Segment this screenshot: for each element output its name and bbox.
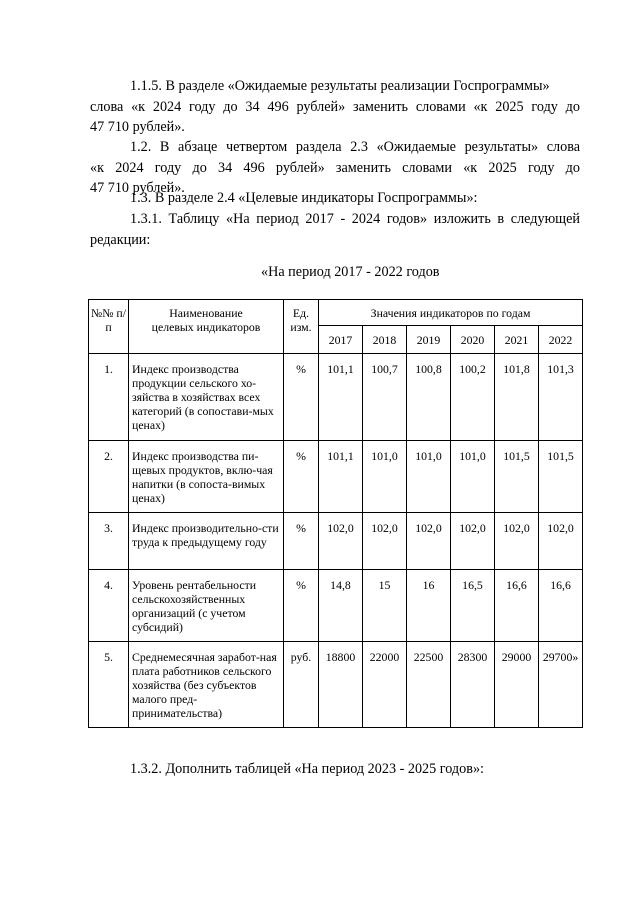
table-row [89, 354, 583, 441]
row-number: 2. [89, 441, 129, 513]
indicator-value: 15 [363, 570, 407, 642]
indicator-unit: % [284, 570, 319, 642]
header-values-group: Значения индикаторов по годам [319, 300, 583, 326]
row-number: 5. [89, 642, 129, 728]
indicator-value: 102,0 [539, 513, 583, 570]
paragraph-1-1-5 [90, 76, 580, 138]
indicator-value: 101,0 [363, 441, 407, 513]
indicator-name: Уровень рентабельности сельскохозяйственных организаций (с учетом субсидий) [129, 570, 284, 642]
indicator-unit: % [284, 354, 319, 441]
indicator-value: 102,0 [407, 513, 451, 570]
indicator-value: 16,6 [539, 570, 583, 642]
paragraph-line: 1.1.5. В разделе «Ожидаемые результаты реализации Госпрограммы» [130, 78, 550, 94]
indicator-name: Индекс производства пи-щевых продуктов, вклю-чая напитки (в сопоста-вимых ценах) [129, 441, 284, 513]
indicator-value: 16,6 [495, 570, 539, 642]
indicator-value: 101,5 [539, 441, 583, 513]
indicator-value: 102,0 [451, 513, 495, 570]
table-row [89, 513, 583, 570]
header-year: 2018 [363, 326, 407, 354]
row-number: 4. [89, 570, 129, 642]
indicator-value: 16 [407, 570, 451, 642]
row-number: 1. [89, 354, 129, 441]
indicator-value: 102,0 [319, 513, 363, 570]
paragraph-line: 1.3.1. Таблицу «На период 2017 - 2024 годов» изложить в следующей [130, 211, 580, 227]
indicator-value: 100,7 [363, 354, 407, 441]
paragraph-line: 1.2. В абзаце четвертом раздела 2.3 «Ожидаемые результаты» слова [130, 139, 580, 155]
indicator-name: Среднемесячная заработ-ная плата работников сельского хозяйства (без субъектов малого пред-принимательства) [129, 642, 284, 728]
paragraph-line: 47 710 рублей». [90, 119, 185, 135]
table-row [89, 642, 583, 728]
indicator-unit: руб. [284, 642, 319, 728]
paragraph-line: редакции: [90, 231, 151, 248]
paragraph-1-3-2: 1.3.2. Дополнить таблицей «На период 2023 - 2025 годов»: [130, 761, 484, 777]
indicator-value: 29700» [539, 642, 583, 728]
paragraph-line: 47 710 рублей». [90, 180, 185, 196]
indicator-value: 100,2 [451, 354, 495, 441]
indicator-value: 22500 [407, 642, 451, 728]
indicator-name: Индекс производительно-сти труда к предыдущему году [129, 513, 284, 570]
indicator-value: 29000 [495, 642, 539, 728]
paragraph-line: слова «к 2024 году до 34 496 рублей» заменить словами «к 2025 году до [90, 98, 580, 115]
indicator-name: Индекс производства продукции сельского хо-зяйства в хозяйствах всех категорий (в сопостави-мых ценах) [129, 354, 284, 441]
paragraph-line: 1.3. В разделе 2.4 «Целевые индикаторы Госпрограммы»: [130, 190, 478, 206]
table-caption: «На период 2017 - 2022 годов [261, 264, 440, 280]
indicator-unit: % [284, 513, 319, 570]
indicator-value: 101,5 [495, 441, 539, 513]
indicator-value: 102,0 [363, 513, 407, 570]
row-number: 3. [89, 513, 129, 570]
indicator-value: 101,1 [319, 354, 363, 441]
indicator-value: 101,1 [319, 441, 363, 513]
header-year: 2019 [407, 326, 451, 354]
indicator-value: 100,8 [407, 354, 451, 441]
indicator-value: 16,5 [451, 570, 495, 642]
header-year: 2022 [539, 326, 583, 354]
indicator-value: 101,0 [407, 441, 451, 513]
paragraph-line: «к 2024 году до 34 496 рублей» заменить словами «к 2025 году до [90, 159, 580, 176]
header-unit: Ед. изм. [284, 300, 319, 354]
indicator-value: 101,3 [539, 354, 583, 441]
header-year: 2021 [495, 326, 539, 354]
indicator-value: 14,8 [319, 570, 363, 642]
paragraph-1-3 [130, 188, 580, 209]
indicators-table [88, 299, 583, 728]
header-year: 2017 [319, 326, 363, 354]
paragraph-1-3-1 [90, 209, 580, 250]
header-name: Наименование целевых индикаторов [129, 300, 284, 354]
indicator-unit: % [284, 441, 319, 513]
header-num: №№ п/п [89, 300, 129, 354]
indicator-value: 101,8 [495, 354, 539, 441]
indicator-value: 18800 [319, 642, 363, 728]
indicator-value: 102,0 [495, 513, 539, 570]
table-row [89, 441, 583, 513]
indicator-value: 22000 [363, 642, 407, 728]
header-year: 2020 [451, 326, 495, 354]
table-row [89, 570, 583, 642]
indicator-value: 28300 [451, 642, 495, 728]
table-header-row [89, 300, 583, 326]
indicator-value: 101,0 [451, 441, 495, 513]
